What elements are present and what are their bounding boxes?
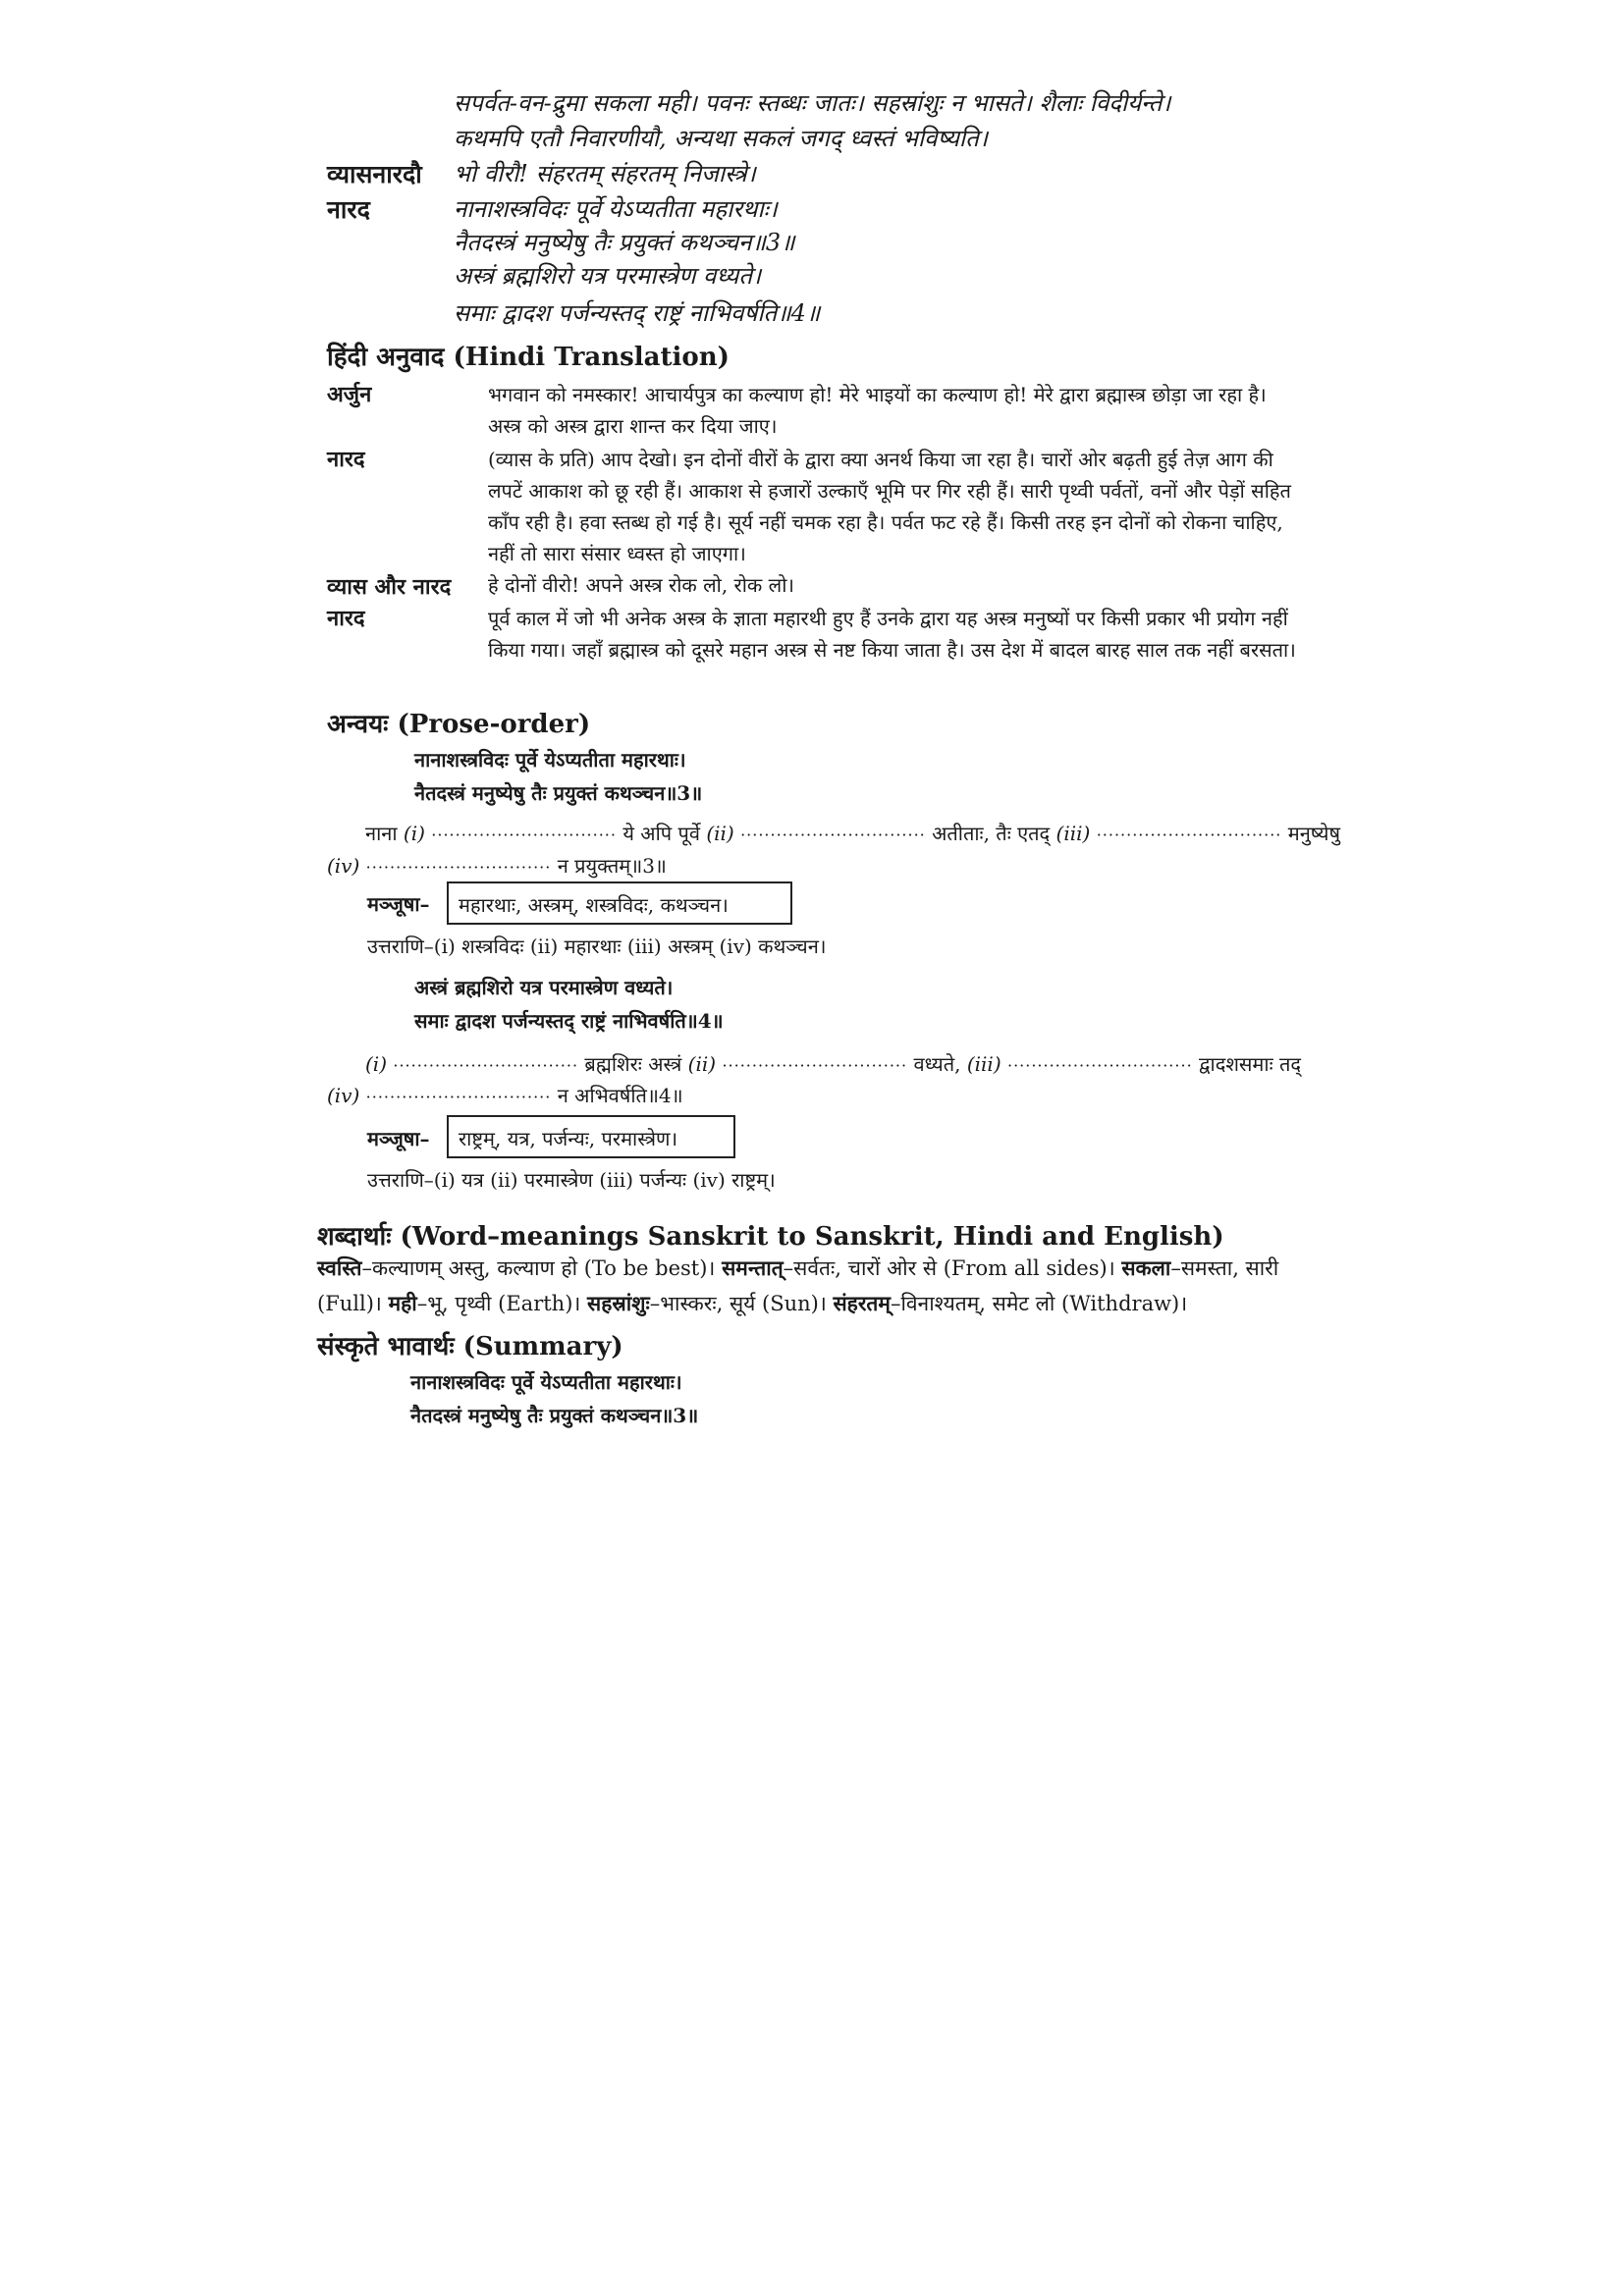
heading-hindi-text: अन्वयः <box>327 710 389 739</box>
fill-text: वध्यते, <box>913 1052 961 1076</box>
manjusha-label: मञ्जूषा– <box>367 1127 430 1150</box>
blank-dots: ······························· <box>740 826 926 844</box>
gloss-word: सकला <box>1121 1255 1171 1280</box>
gloss-meaning: –समस्ता, सारी (Full)। <box>317 1256 1279 1315</box>
section-heading-word-meanings <box>317 1217 1224 1253</box>
speaker-label: नारद <box>327 447 365 472</box>
dialogue-text: नानाशस्त्रविदः पूर्वे येऽप्यतीता महारथाः। <box>454 195 778 223</box>
answers-line: उत्तराणि–(i) यत्र (ii) परमास्त्रेण (iii) पर्जन्यः (iv) राष्ट्रम्। <box>367 1168 776 1192</box>
blank-dots: ······························· <box>365 1088 552 1106</box>
verse-line: नानाशस्त्रविदः पूर्वे येऽप्यतीता महारथाः। <box>414 748 686 772</box>
verse-line: नैतदस्त्रं मनुष्येषु तैः प्रयुक्तं कथञ्चन॥3॥ <box>454 229 795 256</box>
blank-dots: ······························· <box>1006 1056 1193 1075</box>
fill-text: द्वादशसमाः तद् <box>1199 1052 1301 1076</box>
fill-text: नाना <box>365 822 398 845</box>
word-meanings-paragraph <box>317 1251 1309 1321</box>
verse-line: अस्त्रं ब्रह्मशिरो यत्र परमास्त्रेण वध्यते। <box>414 976 674 999</box>
blank-number: (i) <box>365 1052 388 1076</box>
verse-line: नानाशस्त्रविदः पूर्वे येऽप्यतीता महारथाः। <box>410 1370 682 1394</box>
heading-hindi-text: शब्दार्थाः <box>317 1222 392 1252</box>
fill-blank-line <box>365 820 1340 846</box>
speaker-label: नारद <box>327 195 370 224</box>
blank-dots: ······························· <box>1096 826 1282 844</box>
translation-paragraph: भगवान को नमस्कार! आचार्यपुत्र का कल्याण हो! मेरे भाइयों का कल्याण हो! मेरे द्वारा ब्रह्मास्त्र छोड़ा जा रहा है। अस्त्र को अस्त्र द्वारा शान्त कर दिया जाए। <box>488 383 1267 438</box>
gloss-meaning: –कल्याणम् अस्तु, कल्याण हो (To be best)। <box>361 1256 716 1280</box>
section-heading-hindi-translation <box>327 338 730 373</box>
gloss-word: स्वस्ति <box>317 1255 362 1280</box>
translation-paragraph: (व्यास के प्रति) आप देखो। इन दोनों वीरों के द्वारा क्या अनर्थ किया जा रहा है। चारों ओर बढ़ती हुई तेज़ आग की लपटें आकाश को छू रही हैं। आकाश से हजारों उल्काएँ भूमि पर गिर रही हैं। सारी पृथ्वी पर्वतों, वनों और पेड़ों सहित काँप रही है। हवा स्तब्ध हो गई है। सूर्य नहीं चमक रहा है। पर्वत फट रहे हैं। किसी तरह इन दोनों को रोकना चाहिए, नहीं तो सारा संसार ध्वस्त हो जाएगा। <box>488 448 1291 565</box>
speaker-label: अर्जुन <box>327 382 372 407</box>
gloss-meaning: –भास्करः, सूर्य (Sun)। <box>649 1292 827 1315</box>
verse-line: समाः द्वादश पर्जन्यस्तद् राष्ट्रं नाभिवर्षति॥4॥ <box>454 299 821 327</box>
heading-english-text: (Word–meanings Sanskrit to Sanskrit, Hindi and English) <box>400 1222 1224 1252</box>
translation-paragraph: हे दोनों वीरो! अपने अस्त्र रोक लो, रोक लो। <box>488 573 794 597</box>
speaker-label: नारद <box>327 606 365 631</box>
speaker-label: व्यासनारदौ <box>327 160 422 188</box>
gloss-meaning: –सर्वतः, चारों ओर से (From all sides)। <box>783 1256 1115 1280</box>
blank-number: (iv) <box>327 1084 360 1107</box>
blank-number: (iii) <box>966 1052 1001 1076</box>
fill-text: मनुष्येषु <box>1287 822 1341 845</box>
verse-line: सपर्वत-वन-द्रुमा सकला मही। पवनः स्तब्धः जातः। सहस्रांशुः न भासते। शैलाः विदीर्यन्ते। <box>454 89 1171 117</box>
verse-line: अस्त्रं ब्रह्मशिरो यत्र परमास्त्रेण वध्यते। <box>454 262 762 290</box>
fill-blank-line <box>327 852 667 879</box>
blank-dots: ······························· <box>365 858 552 877</box>
answers-line: उत्तराणि–(i) शस्त्रविदः (ii) महारथाः (iii) अस्त्रम् (iv) कथञ्चन। <box>367 934 827 958</box>
gloss-word: सहस्रांशुः <box>587 1291 650 1315</box>
heading-hindi-text: हिंदी अनुवाद <box>327 343 445 372</box>
gloss-word: मही <box>388 1291 417 1315</box>
manjusha-label: मञ्जूषा– <box>367 892 430 916</box>
blank-number: (i) <box>403 822 425 845</box>
gloss-meaning: –विनाश्यतम्, समेट लो (Withdraw)। <box>890 1292 1188 1315</box>
translation-paragraph: पूर्व काल में जो भी अनेक अस्त्र के ज्ञाता महारथी हुए हैं उनके द्वारा यह अस्त्र मनुष्यों पर किसी प्रकार भी प्रयोग नहीं किया गया। जहाँ ब्रह्मास्त्र को दूसरे महान अस्त्र से नष्ट किया जाता है। उस देश में बादल बारह साल तक नहीं बरसता। <box>488 607 1296 662</box>
blank-dots: ······························· <box>431 826 617 844</box>
gloss-word: संहरतम् <box>833 1291 891 1315</box>
speaker-label: व्यास और नारद <box>327 574 452 600</box>
heading-english-text: (Summary) <box>462 1332 623 1362</box>
heading-english-text: (Hindi Translation) <box>453 343 730 372</box>
gloss-meaning: –भू, पृथ्वी (Earth)। <box>416 1292 581 1315</box>
blank-dots: ······························· <box>722 1056 908 1075</box>
fill-blank-line <box>365 1050 1301 1077</box>
blank-number: (iv) <box>327 854 360 878</box>
gloss-word: समन्तात् <box>722 1255 784 1280</box>
manjusha-box <box>447 881 792 925</box>
section-heading-prose-order <box>327 705 590 740</box>
fill-text: ब्रह्मशिरः अस्त्रं <box>584 1052 682 1076</box>
fill-text: न प्रयुक्तम्॥3॥ <box>557 854 667 878</box>
manjusha-words: राष्ट्रम्, यत्र, पर्जन्यः, परमास्त्रेण। <box>459 1127 678 1150</box>
heading-hindi-text: संस्कृते भावार्थः <box>317 1332 455 1362</box>
verse-line: नैतदस्त्रं मनुष्येषु तैः प्रयुक्तं कथञ्चन॥3॥ <box>414 781 703 805</box>
blank-number: (ii) <box>706 822 734 845</box>
verse-line: कथमपि एतौ निवारणीयौ, अन्यथा सकलं जगद् ध्वस्तं भविष्यति। <box>454 125 988 152</box>
fill-text: ये अपि पूर्वे <box>622 822 700 845</box>
blank-number: (iii) <box>1055 822 1091 845</box>
fill-blank-line <box>327 1082 683 1108</box>
section-heading-summary <box>317 1327 623 1362</box>
blank-dots: ······························· <box>393 1056 579 1075</box>
fill-text: अतीताः, तैः एतद् <box>932 822 1051 845</box>
verse-line: नैतदस्त्रं मनुष्येषु तैः प्रयुक्तं कथञ्चन॥3॥ <box>410 1404 699 1427</box>
fill-text: न अभिवर्षति॥4॥ <box>557 1084 683 1107</box>
manjusha-words: महारथाः, अस्त्रम्, शस्त्रविदः, कथञ्चन। <box>459 893 729 917</box>
verse-line: समाः द्वादश पर्जन्यस्तद् राष्ट्रं नाभिवर्षति॥4॥ <box>414 1009 724 1033</box>
manjusha-box <box>447 1115 735 1158</box>
heading-english-text: (Prose-order) <box>397 710 591 739</box>
blank-number: (ii) <box>687 1052 717 1076</box>
dialogue-text: भो वीरौ! संहरतम् संहरतम् निजास्त्रे। <box>454 160 756 187</box>
